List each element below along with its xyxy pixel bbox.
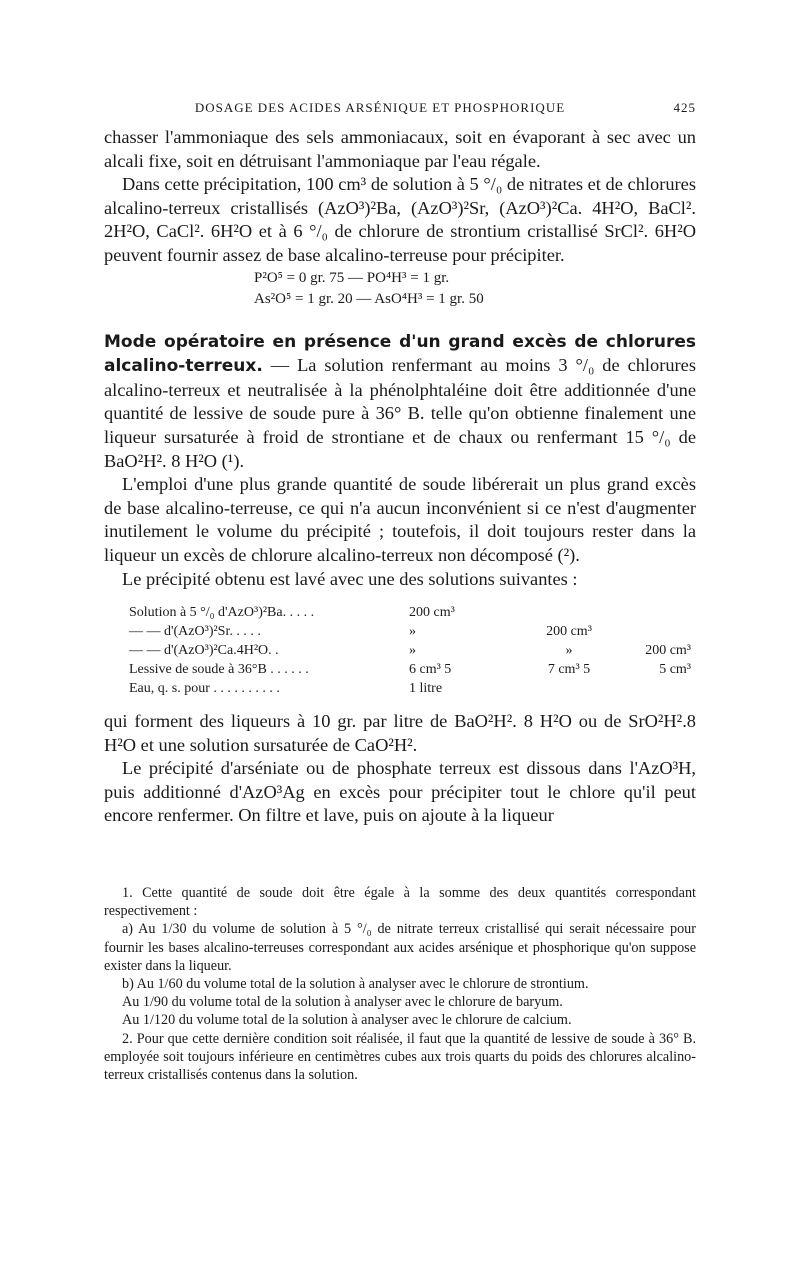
col-strontium: » [565,643,573,659]
footnote-1c: Au 1/90 du volume total de la solution à analyser avec le chlorure de baryum. [122,994,563,1011]
col-calcium [619,679,691,698]
col-strontium: 7 cm³ 5 [547,662,591,678]
table-row [129,622,691,641]
paragraph-1: chasser l'ammoniaque des sels ammoniacaux, soit en évaporant à sec avec un alcali fixe, soit en détruisant l'ammoniaque par l'eau régale. [104,127,696,171]
table-row [129,641,691,660]
footnotes [104,884,696,1084]
solutions-table [129,603,691,698]
table-row [129,679,691,698]
paragraph-6: qui forment des liqueurs à 10 gr. par litre de BaO²H². 8 H²O ou de SrO²H².8 H²O et une solution sursaturée de CaO²H². [104,711,696,755]
footnote-1b: b) Au 1/60 du volume total de la solution à analyser avec le chlorure de strontium. [122,976,589,993]
running-title: DOSAGE DES ACIDES ARSÉNIQUE ET PHOSPHORIQUE [194,100,566,115]
main-text [104,126,696,828]
page-number: 425 [673,100,696,115]
col-calcium: 5 cm³ [659,662,691,678]
table-row [129,660,691,679]
section-heading: Mode opératoire en présence d'un grand excès de chlorures alcalino-terreux. [104,331,696,377]
col-strontium: 200 cm³ [546,624,592,640]
col-barium: » [409,624,416,640]
footnote-1d: Au 1/120 du volume total de la solution à analyser avec le chlorure de calcium. [122,1012,572,1029]
row-label: Solution à 5 °/₀ d'AzO³)²Ba. . . . . [129,605,315,621]
table-row [129,603,691,622]
footnote-1a: a) Au 1/30 du volume de solution à 5 °/₀ de nitrate terreux cristallisé qui serait nécessaire pour fournir les bases alcalino-terreuses correspondant aux acides arsénique et phosphorique qu'on suppose exister dans la liqueur. [104,921,696,974]
formula-block [254,268,696,310]
row-label: Eau, q. s. pour . . . . . . . . . . [129,681,280,697]
col-calcium: 200 cm³ [645,643,691,659]
paragraph-2: Dans cette précipitation, 100 cm³ de solution à 5 °/₀ de nitrates et de chlorures alcalino-terreux cristallisés (AzO³)²Ba, (AzO³)²Sr, (AzO³)²Ca. 4H²O, BaCl². 2H²O, CaCl². 6H²O et à 6 °/₀ de chlorure de strontium cristallisé SrCl². 6H²O peuvent fournir assez de base alcalino-terreuse pour précipiter. [104,174,696,265]
paragraph-3-text: — La solution renfermant au moins 3 °/₀ de chlorures alcalino-terreux et neutralisée à la phénolphtaléine doit être additionnée d'une quantité de lessive de soude pure à 36° B. telle qu'on obtienne finalement une liqueur sursaturée à froid de strontiane et de chaux ou renfermant 15 °/₀ de BaO²H². 8 H²O (¹). [104,355,696,471]
row-label: Lessive de soude à 36°B . . . . . . [129,662,309,678]
col-strontium [519,679,619,698]
footnote-2: 2. Pour que cette dernière condition soit réalisée, il faut que la quantité de lessive de soude à 36° B. employée soit toujours inférieure en centimètres cubes aux trois quarts du poids des chlorures alcalino-terreux cristallisés contenus dans la solution. [104,1030,696,1084]
formula-phosphoric: P²O⁵ = 0 gr. 75 — PO⁴H³ = 1 gr. [254,269,450,286]
col-strontium [519,603,619,622]
row-label: — — d'(AzO³)²Ca.4H²O. . [129,643,279,659]
formula-arsenic: As²O⁵ = 1 gr. 20 — AsO⁴H³ = 1 gr. 50 [254,290,484,307]
paragraph-3 [104,330,696,474]
paragraph-7: Le précipité d'arséniate ou de phosphate terreux est dissous dans l'AzO³H, puis additionné d'AzO³Ag en excès pour précipiter tout le chlore qu'il peut encore renfermer. On filtre et lave, puis on ajoute à la liqueur [104,758,696,826]
paragraph-4: L'emploi d'une plus grande quantité de soude libérerait un plus grand excès de base alcalino-terreuse, ce qui n'a aucun inconvénient si ce n'est d'augmenter inutilement le volume du précipité ; toutefois, il doit toujours rester dans la liqueur un excès de chlorure alcalino-terreux non décomposé (²). [104,474,696,565]
col-calcium [619,622,691,641]
row-label: — — d'(AzO³)²Sr. . . . . [129,624,261,640]
col-barium: » [409,643,416,659]
paragraph-5: Le précipité obtenu est lavé avec une des solutions suivantes : [122,568,578,589]
col-barium: 200 cm³ [409,605,455,621]
col-barium: 6 cm³ 5 [409,662,452,678]
col-calcium [619,603,691,622]
page-header [104,100,696,124]
col-barium: 1 litre [409,681,443,697]
footnote-1: 1. Cette quantité de soude doit être égale à la somme des deux quantités correspondant respectivement : [104,885,696,920]
